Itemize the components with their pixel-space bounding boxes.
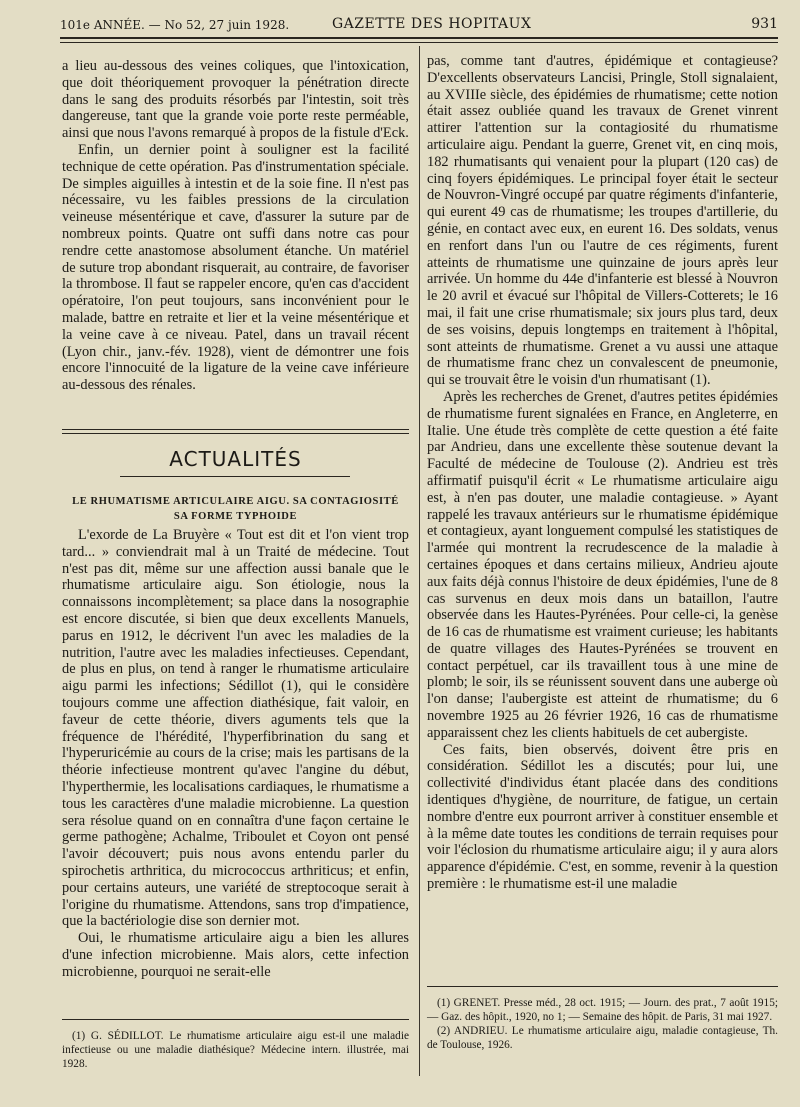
section-rule: [62, 433, 409, 434]
article-title: [62, 494, 409, 524]
article-title-line: SA FORME TYPHOIDE: [173, 511, 298, 522]
paragraph: Enfin, un dernier point à souligner est la facilité technique de cette opération. Pas d'instrumentation spéciale. De simples aiguilles à intestin et de la soie fine. Il n'est pas nécessaire, vu les faibles pressions de la circulation veineuse mésentérique et cave, d'assurer la suture par de nombreux points. Quatre ont suffi dans notre cas pour rendre cette anastomose absolument étanche. Un matériel de suture trop abondant risquerait, au contraire, de favoriser la thrombose. Il faut se rappeler encore, qu'en cas d'accident opératoire, l'on peut toujours, sans inconvénient pour le malade, battre en retraite et lier et la veine mésentérique et la veine cave à ce niveau. Patel, dans un travail récent (Lyon chir., janv.-fév. 1928), vient de démontrer une fois encore l'innocuité de la ligature de la veine cave inférieure au-dessous des rénales.: [62, 141, 409, 394]
footnote: (2) ANDRIEU. Le rhumatisme articulaire aigu, maladie contagieuse, Th. de Toulouse, 1926.: [427, 1025, 778, 1051]
section-title: ACTUALITÉS: [169, 447, 302, 471]
right-column: [427, 53, 778, 893]
paragraph: L'exorde de La Bruyère « Tout est dit et l'on vient trop tard... » conviendrait mal à un Traité de médecine. Tout n'est pas dit, même sur une affection aussi banale que le rhumatisme articulaire aigu. Son étiologie, nous la connaissons incomplètement; sa place dans la nosographie est encore discutée, si bien que deux excellents Manuels, parus en 1912, le décrivent l'un avec les maladies de la nutrition, l'autre avec les maladies infectieuses. Cependant, de plus en plus, on tend à ranger le rhumatisme articulaire aigu parmi les infections; Sédillot (1), qui le considère toujours comme une affection diathésique, fait valoir, en faveur de cette théorie, divers aguments tels que la fréquence de l'hérédité, l'hyperfibrination du sang et l'hyperuricémie au cours de la crise; mais les partisans de la théorie infectieuse montrent qu'avec l'angine du début, l'hyperthermie, les localisations cardiaques, le rhumatisme a tous les caractères d'une maladie microbienne. La question sera résolue quand on en connaîtra d'une façon certaine le germe pathogène; Achalme, Triboulet et Coyon ont pensé l'avoir découvert; puis nous avons entendu parler du spirochetis arthritica, du micrococcus arthriticus; et enfin, pour certains auteurs, une variété de streptocoque serait à l'origine du rhumatisme. Attendons, sans trop d'impatience, que la bactériologie dise son dernier mot.: [62, 527, 409, 930]
section-rule: [62, 429, 409, 430]
page-number: 931: [751, 16, 778, 32]
left-column-article: [62, 527, 409, 981]
footnotes-left: [62, 1029, 409, 1071]
column-divider: [419, 46, 420, 1076]
header-rule-thin: [60, 42, 778, 43]
page-header: [60, 12, 778, 34]
issue-info: 101e ANNÉE. — No 52, 27 juin 1928.: [60, 18, 290, 32]
footnote-rule: [62, 1019, 409, 1020]
title-underline: [120, 476, 350, 477]
paragraph: Oui, le rhumatisme articulaire aigu a bien les allures d'une infection microbienne. Mais alors, cette infection microbienne, pourquoi ne serait-elle: [62, 930, 409, 980]
paragraph: Après les recherches de Grenet, d'autres petites épidémies de rhumatisme furent signalées en France, en Angleterre, en Italie. Une étude très complète de cette question a été faite par Andrieu, dans une excellente thèse soutenue devant la Faculté de médecine de Toulouse (2). Andrieu est très affirmatif puisqu'il écrit « Le rhumatisme articulaire aigu est, à n'en pas douter, une maladie contagieuse. » Ayant rappelé les travaux antérieurs sur le rhumatisme épidémique et contagieux, ayant longuement compulsé les statistiques de l'armée qui montrent la recrudescence de la maladie à certaines époques et dans certains milieux, Andrieu ajoute aux faits déjà connus l'histoire de deux épidémies, l'une de 8 cas survenus en deux mois dans un bataillon, l'autre observée dans les Hautes-Pyrénées. Pour celle-ci, la genèse de 16 cas de rhumatisme est vraiment curieuse; les habitants de quatre villages des Hautes-Pyrénées se trouvent en contact perpétuel, car ils travaillent tous à une mine de plomb; le soir, ils se réunissent souvent dans une auberge où l'on danse; l'aubergiste est atteint de rhumatisme; du 6 novembre 1925 au 26 février 1926, 16 cas de rhumatisme apparaissent chez les clients habituels de cet aubergiste.: [427, 388, 778, 741]
paragraph: Ces faits, bien observés, doivent être pris en considération. Sédillot les a discutés; pour lui, une collectivité d'individus étant placée dans des conditions identiques d'hygiène, de nourriture, de fatigue, un certain nombre d'entre eux pourront arriver à constituer ensemble et à la même date toutes les conditions de terrain requises pour voir l'éclosion du rhumatisme articulaire aigu; il y aura alors apparence d'épidémie. C'est, en somme, revenir à la question première : le rhumatisme est-il une maladie: [427, 741, 778, 893]
paragraph: pas, comme tant d'autres, épidémique et contagieuse? D'excellents observateurs Lancisi, Pringle, Stoll signalaient, au XVIIIe siècle, des épidémies de rhumatisme; cette notion était assez oubliée quand les travaux de Grenet vinrent attirer l'attention sur la contagiosité du rhumatisme articulaire aigu. Pendant la guerre, Grenet vit, en cinq mois, 182 rhumatisants qui venaient pour la plupart (120 cas) de cinq foyers épidémiques. Le principal foyer était le secteur de Nouvron-Vingré occupé par quatre régiments d'infanterie, qui eurent 49 cas de rhumatisme; les troupes d'artillerie, du génie, en contact avec eux, en eurent 16. Des soldats, venus en renfort dans l'un ou l'autre de ces régiments, furent atteints de rhumatisme une quinzaine de jours après leur arrivée. Un homme du 44e d'infanterie est blessé à Nouvron le 20 avril et évacué sur l'hôpital de Villers-Cotterets; le 16 mai, il fait une crise rhumatismale; six jours plus tard, deux de ses voisins, depuis longtemps en traitement à l'hôpital, sont atteints de rhumatisme. Grenet a vu aussi une attaque de rhumatisme franc chez un convalescent de pneumonie, qui se trouvait être le voisin d'un rhumatisant (1).: [427, 53, 778, 389]
journal-title: GAZETTE DES HOPITAUX: [332, 16, 532, 32]
header-rule: [60, 37, 778, 39]
footnote: (1) G. SÉDILLOT. Le rhumatisme articulaire aigu est-il une maladie infectieuse ou une maladie diathésique? Médecine intern. illustrée, mai 1928.: [62, 1030, 409, 1070]
article-title-line: LE RHUMATISME ARTICULAIRE AIGU. SA CONTAGIOSITÉ: [72, 496, 399, 507]
footnotes-right: [427, 996, 778, 1052]
footnote-rule: [427, 986, 778, 987]
left-column-top: [62, 58, 409, 394]
paragraph: a lieu au-dessous des veines coliques, que l'intoxication, que doit théoriquement provoquer la pénétration directe dans le sang des produits résorbés par l'intestin, soit très dangereuse, tant que la grande voie porte reste perméable, ainsi que nous l'avons remarqué à propos de la fistule d'Eck.: [62, 58, 409, 142]
footnote: (1) GRENET. Presse méd., 28 oct. 1915; — Journ. des prat., 7 août 1915; — Gaz. des hôpit., 1920, no 1; — Semaine des hôpit. de Paris, 31 mai 1927.: [427, 997, 778, 1023]
